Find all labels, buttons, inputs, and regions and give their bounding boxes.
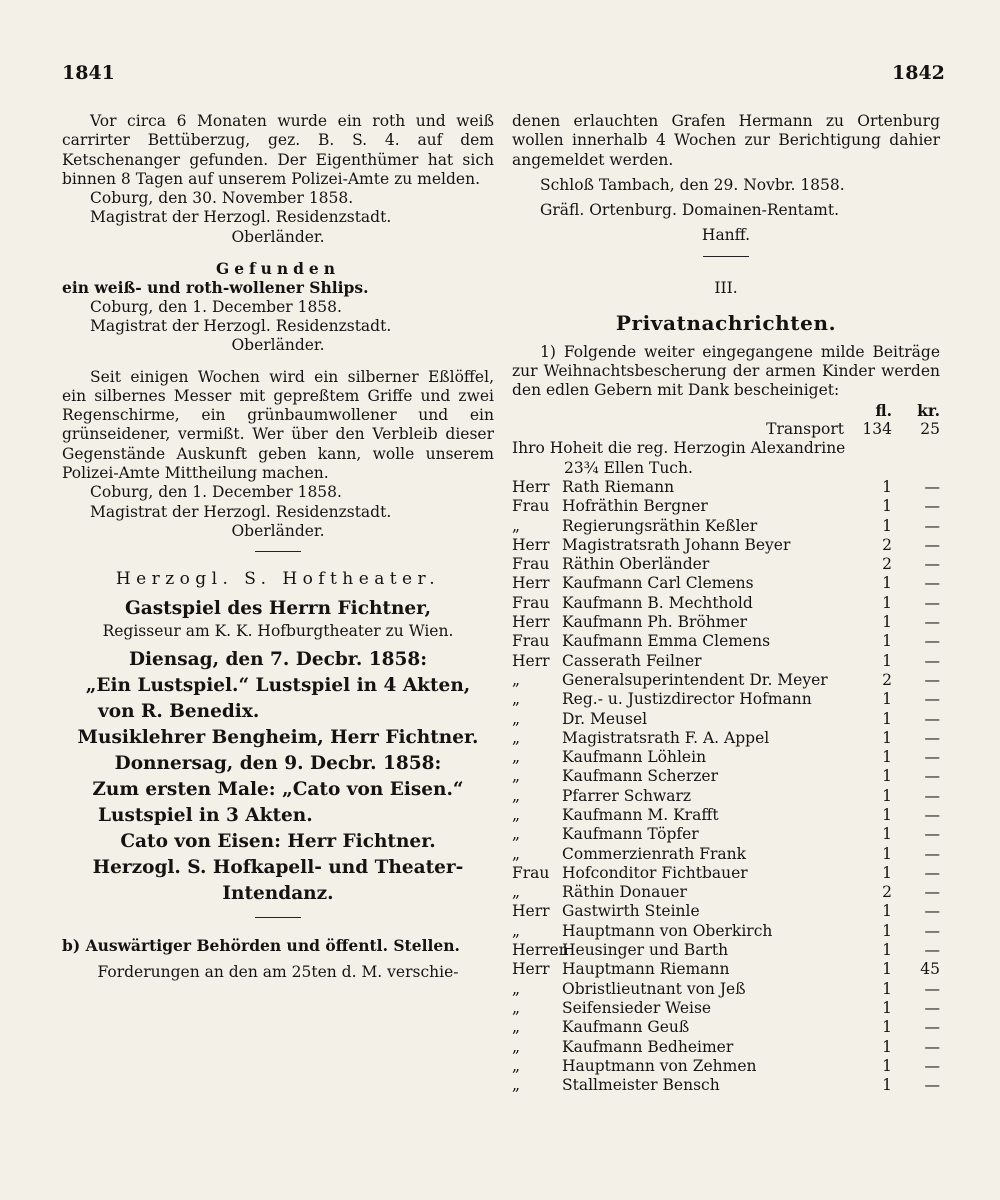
donor-title: Frau	[512, 555, 550, 574]
donor-kr: —	[924, 651, 940, 670]
donor-name: Magistratsrath F. A. Appel	[562, 728, 770, 747]
donor-list	[512, 478, 940, 1096]
theatre-heading: Herzogl. S. Hoftheater.	[115, 569, 441, 590]
donor-row	[512, 632, 940, 651]
notice-missing-authority: Magistrat der Herzogl. Residenzstadt.	[90, 502, 392, 521]
guest-performance-subtitle: Regisseur am K. K. Hofburgtheater zu Wien.	[102, 621, 454, 640]
donor-fl: 1	[882, 979, 892, 998]
claims-text: Forderungen an den am 25ten d. M. verschie-	[97, 963, 459, 982]
donor-fl: 2	[882, 535, 892, 554]
donor-row	[512, 1018, 940, 1037]
donor-title: Frau	[512, 593, 550, 612]
notice-bedcover: Vor circa 6 Monaten wurde ein roth und weiß carrirter Bettüberzug, gez. B. S. 4. auf dem Ketschenanger gefunden. Der Eigenthümer hat sich binnen 8 Tagen auf unserem Polizei-Amte zu melden.	[62, 112, 494, 188]
donor-kr: —	[924, 728, 940, 747]
donor-row	[512, 960, 940, 979]
guest-performance-title: Gastspiel des Herrn Fichtner,	[124, 597, 432, 619]
donor-row	[512, 902, 940, 921]
donor-name: Kaufmann Löhlein	[562, 748, 707, 767]
donor-title: Frau	[512, 497, 550, 516]
donor-name: Kaufmann Bedheimer	[562, 1037, 734, 1056]
donor-title: Herr	[512, 960, 550, 979]
donor-fl: 1	[882, 690, 892, 709]
donor-row	[512, 767, 940, 786]
donor-fl: 2	[882, 883, 892, 902]
section-b-heading: b) Auswärtiger Behörden und öffentl. Stellen.	[62, 935, 460, 955]
donor-row	[512, 478, 940, 497]
donor-kr: —	[924, 1037, 940, 1056]
rentamt-office: Gräfl. Ortenburg. Domainen-Rentamt.	[540, 201, 839, 220]
claims-continuation: denen erlauchten Grafen Hermann zu Ortenburg wollen innerhalb 4 Wochen zur Berichtigung dahier angemeldet werden.	[512, 112, 940, 169]
donor-fl: 1	[882, 613, 892, 632]
donor-row	[512, 941, 940, 960]
donor-kr: —	[924, 998, 940, 1017]
donor-name: Seifensieder Weise	[562, 998, 712, 1017]
donor-fl: 2	[882, 670, 892, 689]
donor-kr: —	[924, 477, 940, 496]
found-heading: Gefunden	[216, 259, 340, 279]
left-column	[62, 112, 494, 982]
donor-title: „	[512, 979, 521, 998]
donor-title: Herr	[512, 535, 550, 554]
divider-2	[255, 917, 301, 918]
donor-name: Hofconditor Fichtbauer	[562, 863, 748, 882]
donor-row	[512, 1038, 940, 1057]
donor-fl: 1	[882, 902, 892, 921]
donor-fl: 1	[882, 844, 892, 863]
donor-fl: 1	[882, 786, 892, 805]
donor-row	[512, 710, 940, 729]
donor-kr: —	[924, 593, 940, 612]
highness-donation-amount: 23¾ Ellen Tuch.	[564, 458, 693, 477]
transport-row	[512, 420, 940, 439]
donor-kr: 45	[920, 960, 940, 979]
donor-kr: —	[924, 709, 940, 728]
donor-title: Herr	[512, 477, 550, 496]
donor-fl: 1	[882, 651, 892, 670]
donor-kr: —	[924, 1076, 940, 1095]
donor-fl: 1	[882, 1076, 892, 1095]
found-authority: Magistrat der Herzogl. Residenzstadt.	[90, 316, 392, 335]
donor-row	[512, 883, 940, 902]
donor-row	[512, 690, 940, 709]
intendanz-line-2: Intendanz.	[222, 882, 334, 904]
section-number: III.	[714, 278, 738, 297]
donor-title: Herr	[512, 651, 550, 670]
intendanz-line-1: Herzogl. S. Hofkapell- und Theater-	[92, 856, 464, 878]
donor-title: „	[512, 786, 521, 805]
transport-fl: 134	[862, 420, 892, 439]
donor-fl: 1	[882, 574, 892, 593]
donor-kr: —	[924, 516, 940, 535]
donations-intro: 1) Folgende weiter eingegangene milde Beiträge zur Weihnachtsbescherung der armen Kinder werden den edlen Gebern mit Dank bescheiniget:	[512, 342, 940, 400]
donor-title: „	[512, 1056, 521, 1075]
donor-kr: —	[924, 806, 940, 824]
donor-name: Rath Riemann	[562, 477, 675, 496]
play-2-acts: Lustspiel in 3 Akten.	[98, 804, 313, 826]
page-number-right: 1842	[892, 62, 945, 84]
donor-kr: —	[924, 555, 940, 574]
donor-row	[512, 980, 940, 999]
donor-title: „	[512, 883, 521, 902]
donor-row	[512, 613, 940, 632]
donor-kr: —	[924, 535, 940, 554]
donor-row	[512, 999, 940, 1018]
donor-row	[512, 536, 940, 555]
donor-fl: 1	[882, 1018, 892, 1037]
notice-bedcover-authority: Magistrat der Herzogl. Residenzstadt.	[90, 208, 392, 227]
donor-fl: 1	[882, 941, 892, 960]
divider-3	[703, 256, 749, 257]
donor-fl: 1	[882, 825, 892, 844]
donor-title: Herr	[512, 613, 550, 632]
donor-row	[512, 864, 940, 883]
donor-kr: —	[924, 1056, 940, 1075]
notice-missing-date: Coburg, den 1. December 1858.	[90, 483, 342, 502]
donor-title: „	[512, 728, 521, 747]
donor-fl: 1	[882, 728, 892, 747]
donor-kr: —	[924, 613, 940, 632]
donor-fl: 1	[882, 593, 892, 612]
donor-name: Kaufmann Scherzer	[562, 767, 718, 786]
donor-fl: 1	[882, 998, 892, 1017]
performance-day-2: Donnersag, den 9. Decbr. 1858:	[114, 752, 442, 774]
play-1-role: Musiklehrer Bengheim, Herr Fichtner.	[77, 726, 479, 748]
donor-fl: 1	[882, 516, 892, 535]
notice-missing-signature: Oberländer.	[231, 521, 325, 540]
divider	[255, 551, 301, 552]
donor-title: „	[512, 1018, 521, 1037]
donor-name: Kaufmann Emma Clemens	[562, 632, 771, 651]
donor-name: Kaufmann B. Mechthold	[562, 593, 753, 612]
found-item: ein weiß- und roth-wollener Shlips.	[62, 278, 369, 298]
donor-name: Commerzienrath Frank	[562, 844, 747, 863]
highness-donation: Ihro Hoheit die reg. Herzogin Alexandrine	[512, 439, 846, 458]
donor-row	[512, 729, 940, 748]
donor-name: Hauptmann Riemann	[562, 960, 730, 979]
donor-row	[512, 497, 940, 516]
donor-row	[512, 555, 940, 574]
donor-kr: —	[924, 863, 940, 882]
found-signature: Oberländer.	[231, 336, 325, 355]
found-date: Coburg, den 1. December 1858.	[90, 297, 342, 316]
donor-name: Hofräthin Bergner	[562, 497, 708, 516]
donor-title: „	[512, 767, 521, 786]
donor-kr: —	[924, 844, 940, 863]
donor-title: „	[512, 516, 521, 535]
notice-missing-items: Seit einigen Wochen wird ein silberner Eßlöffel, ein silbernes Messer mit gepreßtem Griffe und zwei Regenschirme, ein grünbaumwollener und ein grünseidener, vermißt. Wer über den Verbleib dieser Gegenstände Auskunft geben kann, wolle unserem Polizei-Amte Mittheilung machen.	[62, 367, 494, 483]
donor-name: Generalsuperintendent Dr. Meyer	[562, 670, 828, 689]
section-title: Privatnachrichten.	[615, 310, 837, 335]
donor-name: Hauptmann von Zehmen	[562, 1056, 757, 1075]
donor-kr: —	[924, 941, 940, 960]
donor-kr: —	[924, 786, 940, 805]
donor-kr: —	[924, 767, 940, 786]
transport-label: Transport	[766, 420, 844, 439]
donor-row	[512, 825, 940, 844]
donor-title: „	[512, 806, 521, 824]
donor-title: Frau	[512, 863, 550, 882]
donor-name: Obristlieutnant von Jeß	[562, 979, 746, 998]
donor-title: Herr	[512, 902, 550, 921]
donor-title: „	[512, 921, 521, 940]
donor-name: Gastwirth Steinle	[562, 902, 700, 921]
donor-kr: —	[924, 921, 940, 940]
donation-column-headers	[512, 401, 940, 420]
donor-title: „	[512, 709, 521, 728]
donor-title: „	[512, 670, 521, 689]
donor-fl: 1	[882, 477, 892, 496]
donor-title: „	[512, 844, 521, 863]
notice-bedcover-date: Coburg, den 30. November 1858.	[90, 189, 354, 208]
donor-name: Dr. Meusel	[562, 709, 648, 728]
donor-fl: 1	[882, 748, 892, 767]
play-1-author: von R. Benedix.	[98, 700, 260, 722]
notice-bedcover-signature: Oberländer.	[231, 227, 325, 246]
column-kr: kr.	[917, 400, 940, 420]
donor-kr: —	[924, 979, 940, 998]
donor-name: Kaufmann M. Krafft	[562, 806, 719, 824]
column-fl: fl.	[875, 400, 892, 420]
donor-kr: —	[924, 670, 940, 689]
donor-name: Kaufmann Geuß	[562, 1018, 690, 1037]
donor-row	[512, 1057, 940, 1076]
donor-name: Regierungsräthin Keßler	[562, 516, 758, 535]
donor-kr: —	[924, 1018, 940, 1037]
donor-kr: —	[924, 632, 940, 651]
donor-title: „	[512, 690, 521, 709]
performance-day-1: Diensag, den 7. Decbr. 1858:	[128, 648, 428, 670]
rentamt-signature: Hanff.	[701, 226, 751, 245]
donor-kr: —	[924, 497, 940, 516]
right-column	[512, 112, 940, 1095]
rentamt-date: Schloß Tambach, den 29. Novbr. 1858.	[540, 175, 845, 194]
donor-name: Räthin Donauer	[562, 883, 687, 902]
donor-name: Hauptmann von Oberkirch	[562, 921, 773, 940]
donor-title: „	[512, 998, 521, 1017]
donor-fl: 1	[882, 863, 892, 882]
donor-fl: 2	[882, 555, 892, 574]
donor-row	[512, 748, 940, 767]
donor-row	[512, 652, 940, 671]
page-number-left: 1841	[62, 62, 115, 84]
donor-kr: —	[924, 748, 940, 767]
donor-kr: —	[924, 902, 940, 921]
donor-row	[512, 806, 940, 825]
donor-title: Herren	[512, 941, 569, 960]
play-2-role: Cato von Eisen: Herr Fichtner.	[120, 830, 436, 852]
donor-row	[512, 517, 940, 536]
donor-fl: 1	[882, 806, 892, 824]
donor-title: Frau	[512, 632, 550, 651]
donor-fl: 1	[882, 632, 892, 651]
transport-kr: 25	[920, 420, 940, 439]
donor-kr: —	[924, 883, 940, 902]
donor-row	[512, 787, 940, 806]
donor-name: Magistratsrath Johann Beyer	[562, 535, 791, 554]
donor-title: „	[512, 748, 521, 767]
donor-row	[512, 845, 940, 864]
donor-name: Pfarrer Schwarz	[562, 786, 692, 805]
donor-fl: 1	[882, 960, 892, 979]
donor-title: „	[512, 825, 521, 844]
donor-name: Räthin Oberländer	[562, 555, 710, 574]
donor-fl: 1	[882, 709, 892, 728]
donor-kr: —	[924, 574, 940, 593]
donor-name: Kaufmann Töpfer	[562, 825, 699, 844]
donor-title: „	[512, 1076, 521, 1095]
donor-fl: 1	[882, 1037, 892, 1056]
donor-fl: 1	[882, 767, 892, 786]
donor-title: „	[512, 1037, 521, 1056]
donor-name: Casserath Feilner	[562, 651, 702, 670]
play-2-title: Zum ersten Male: „Cato von Eisen.“	[92, 778, 464, 800]
donor-name: Kaufmann Carl Clemens	[562, 574, 754, 593]
donor-row	[512, 922, 940, 941]
donor-name: Reg.- u. Justizdirector Hofmann	[562, 690, 812, 709]
donor-fl: 1	[882, 921, 892, 940]
donor-name: Kaufmann Ph. Bröhmer	[562, 613, 748, 632]
donor-kr: —	[924, 690, 940, 709]
donor-fl: 1	[882, 1056, 892, 1075]
donor-kr: —	[924, 825, 940, 844]
play-1-title: „Ein Lustspiel.“ Lustspiel in 4 Akten,	[85, 674, 471, 696]
donor-fl: 1	[882, 497, 892, 516]
donor-row	[512, 594, 940, 613]
donor-row	[512, 1076, 940, 1095]
donor-title: Herr	[512, 574, 550, 593]
donor-row	[512, 671, 940, 690]
donor-name: Heusinger und Barth	[562, 941, 729, 960]
donor-name: Stallmeister Bensch	[562, 1076, 720, 1095]
donor-row	[512, 574, 940, 593]
